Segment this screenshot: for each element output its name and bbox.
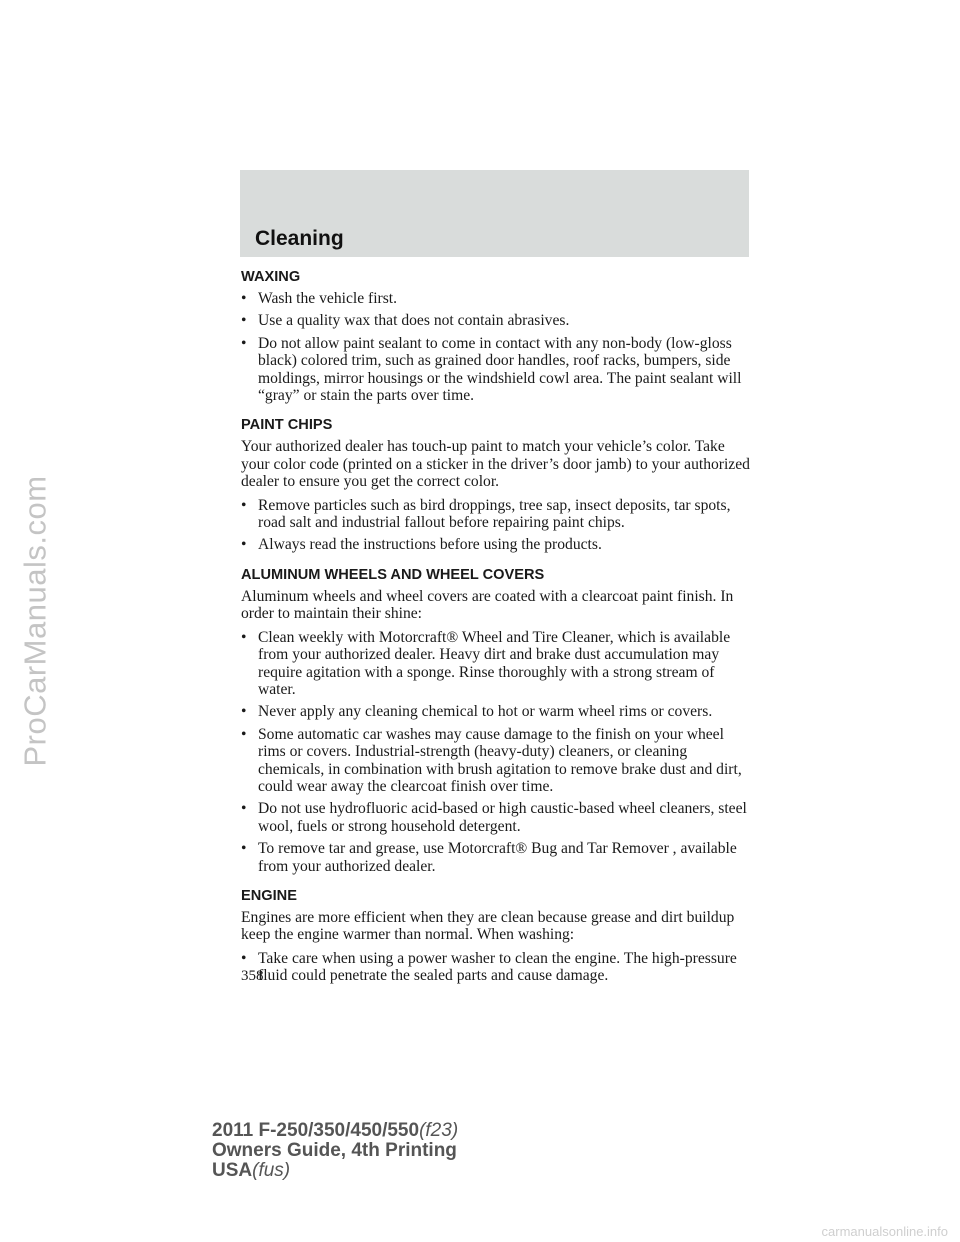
list-item: • Some automatic car washes may cause damage to the finish on your wheel rims or covers. Industrial-strength (heavy-duty) cleaners, or cleaning chemicals, in combination with brush agitation to remove brake dust and dirt, could wear away the clearcoat finish over time. xyxy=(241,725,742,795)
list-item: • Clean weekly with Motorcraft® Wheel and Tire Cleaner, which is available from your authorized dealer. Heavy dirt and brake dust accumulation may require agitation with a sponge. Rinse thoroughly with a strong stream of water. xyxy=(241,628,731,698)
bullet-icon: • xyxy=(241,840,247,858)
footer-model: 2011 F-250/350/450/550 xyxy=(212,1120,420,1141)
list-item: • Do not allow paint sealant to come in contact with any non-body (low-gloss black) colored trim, such as grained door handles, roof racks, bumpers, side moldings, mirror housings or the windshield cowl area. The paint sealant will “gray” or stain the parts over time. xyxy=(241,334,742,405)
bullet-icon: • xyxy=(241,290,247,307)
waxing-bullets xyxy=(241,290,753,404)
list-item: • Take care when using a power washer to clean the engine. The high-pressure fluid could penetrate the sealed parts and cause damage. xyxy=(241,949,737,985)
list-item: • Never apply any cleaning chemical to hot or warm wheel rims or covers. xyxy=(241,703,713,721)
footer-guide: Owners Guide, 4th Printing xyxy=(212,1140,457,1161)
page-number: 358 xyxy=(241,968,264,984)
wheels-intro: Aluminum wheels and wheel covers are coated with a clearcoat paint finish. In order to maintain their shine: xyxy=(241,587,734,623)
bullet-icon: • xyxy=(241,536,247,554)
side-watermark xyxy=(14,0,58,1242)
bullet-icon: • xyxy=(241,949,247,967)
footer-region: USA xyxy=(212,1160,253,1181)
list-item: • Do not use hydrofluoric acid-based or high caustic-based wheel cleaners, steel wool, fuels or strong household detergent. xyxy=(241,800,747,835)
paint-chips-intro: Your authorized dealer has touch-up paint to match your vehicle’s color. Take your color code (printed on a sticker in the driver’s door jamb) to your authorized dealer to ensure you get the correct color. xyxy=(241,438,750,491)
footer-region-code: (fus) xyxy=(252,1160,291,1181)
engine-bullets xyxy=(241,950,753,985)
paint-chips-bullets xyxy=(241,497,753,554)
list-item: • Always read the instructions before using the products. xyxy=(241,536,602,554)
page-content xyxy=(241,268,753,990)
heading-paint-chips: PAINT CHIPS xyxy=(241,417,333,434)
heading-engine: ENGINE xyxy=(241,887,297,904)
section-header-band xyxy=(240,170,749,257)
bullet-icon: • xyxy=(241,312,247,330)
bullet-icon: • xyxy=(241,496,247,514)
bullet-icon: • xyxy=(241,628,247,646)
list-item: • Remove particles such as bird droppings, tree sap, insect deposits, tar spots, road salt and industrial fallout before repairing paint chips. xyxy=(241,496,731,532)
bullet-icon: • xyxy=(241,725,247,743)
list-item: • To remove tar and grease, use Motorcraft® Bug and Tar Remover , available from your authorized dealer. xyxy=(241,840,737,875)
heading-waxing: WAXING xyxy=(241,269,301,285)
engine-intro: Engines are more efficient when they are clean because grease and dirt buildup keep the engine warmer than normal. When washing: xyxy=(241,908,735,944)
bullet-icon: • xyxy=(241,800,247,818)
heading-aluminum-wheels: ALUMINUM WHEELS AND WHEEL COVERS xyxy=(241,566,545,583)
footer-model-code: (f23) xyxy=(419,1120,459,1141)
wheels-bullets xyxy=(241,629,753,875)
list-item: • Use a quality wax that does not contain abrasives. xyxy=(241,312,570,330)
bullet-icon: • xyxy=(241,703,247,721)
document-footer xyxy=(212,1121,458,1181)
bottom-watermark: carmanualsonline.info xyxy=(821,1224,948,1239)
list-item: • Wash the vehicle first. xyxy=(241,290,398,307)
watermark-text: ProCarManuals.com xyxy=(18,475,54,767)
bullet-icon: • xyxy=(241,334,247,352)
page-title: Cleaning xyxy=(255,227,344,250)
